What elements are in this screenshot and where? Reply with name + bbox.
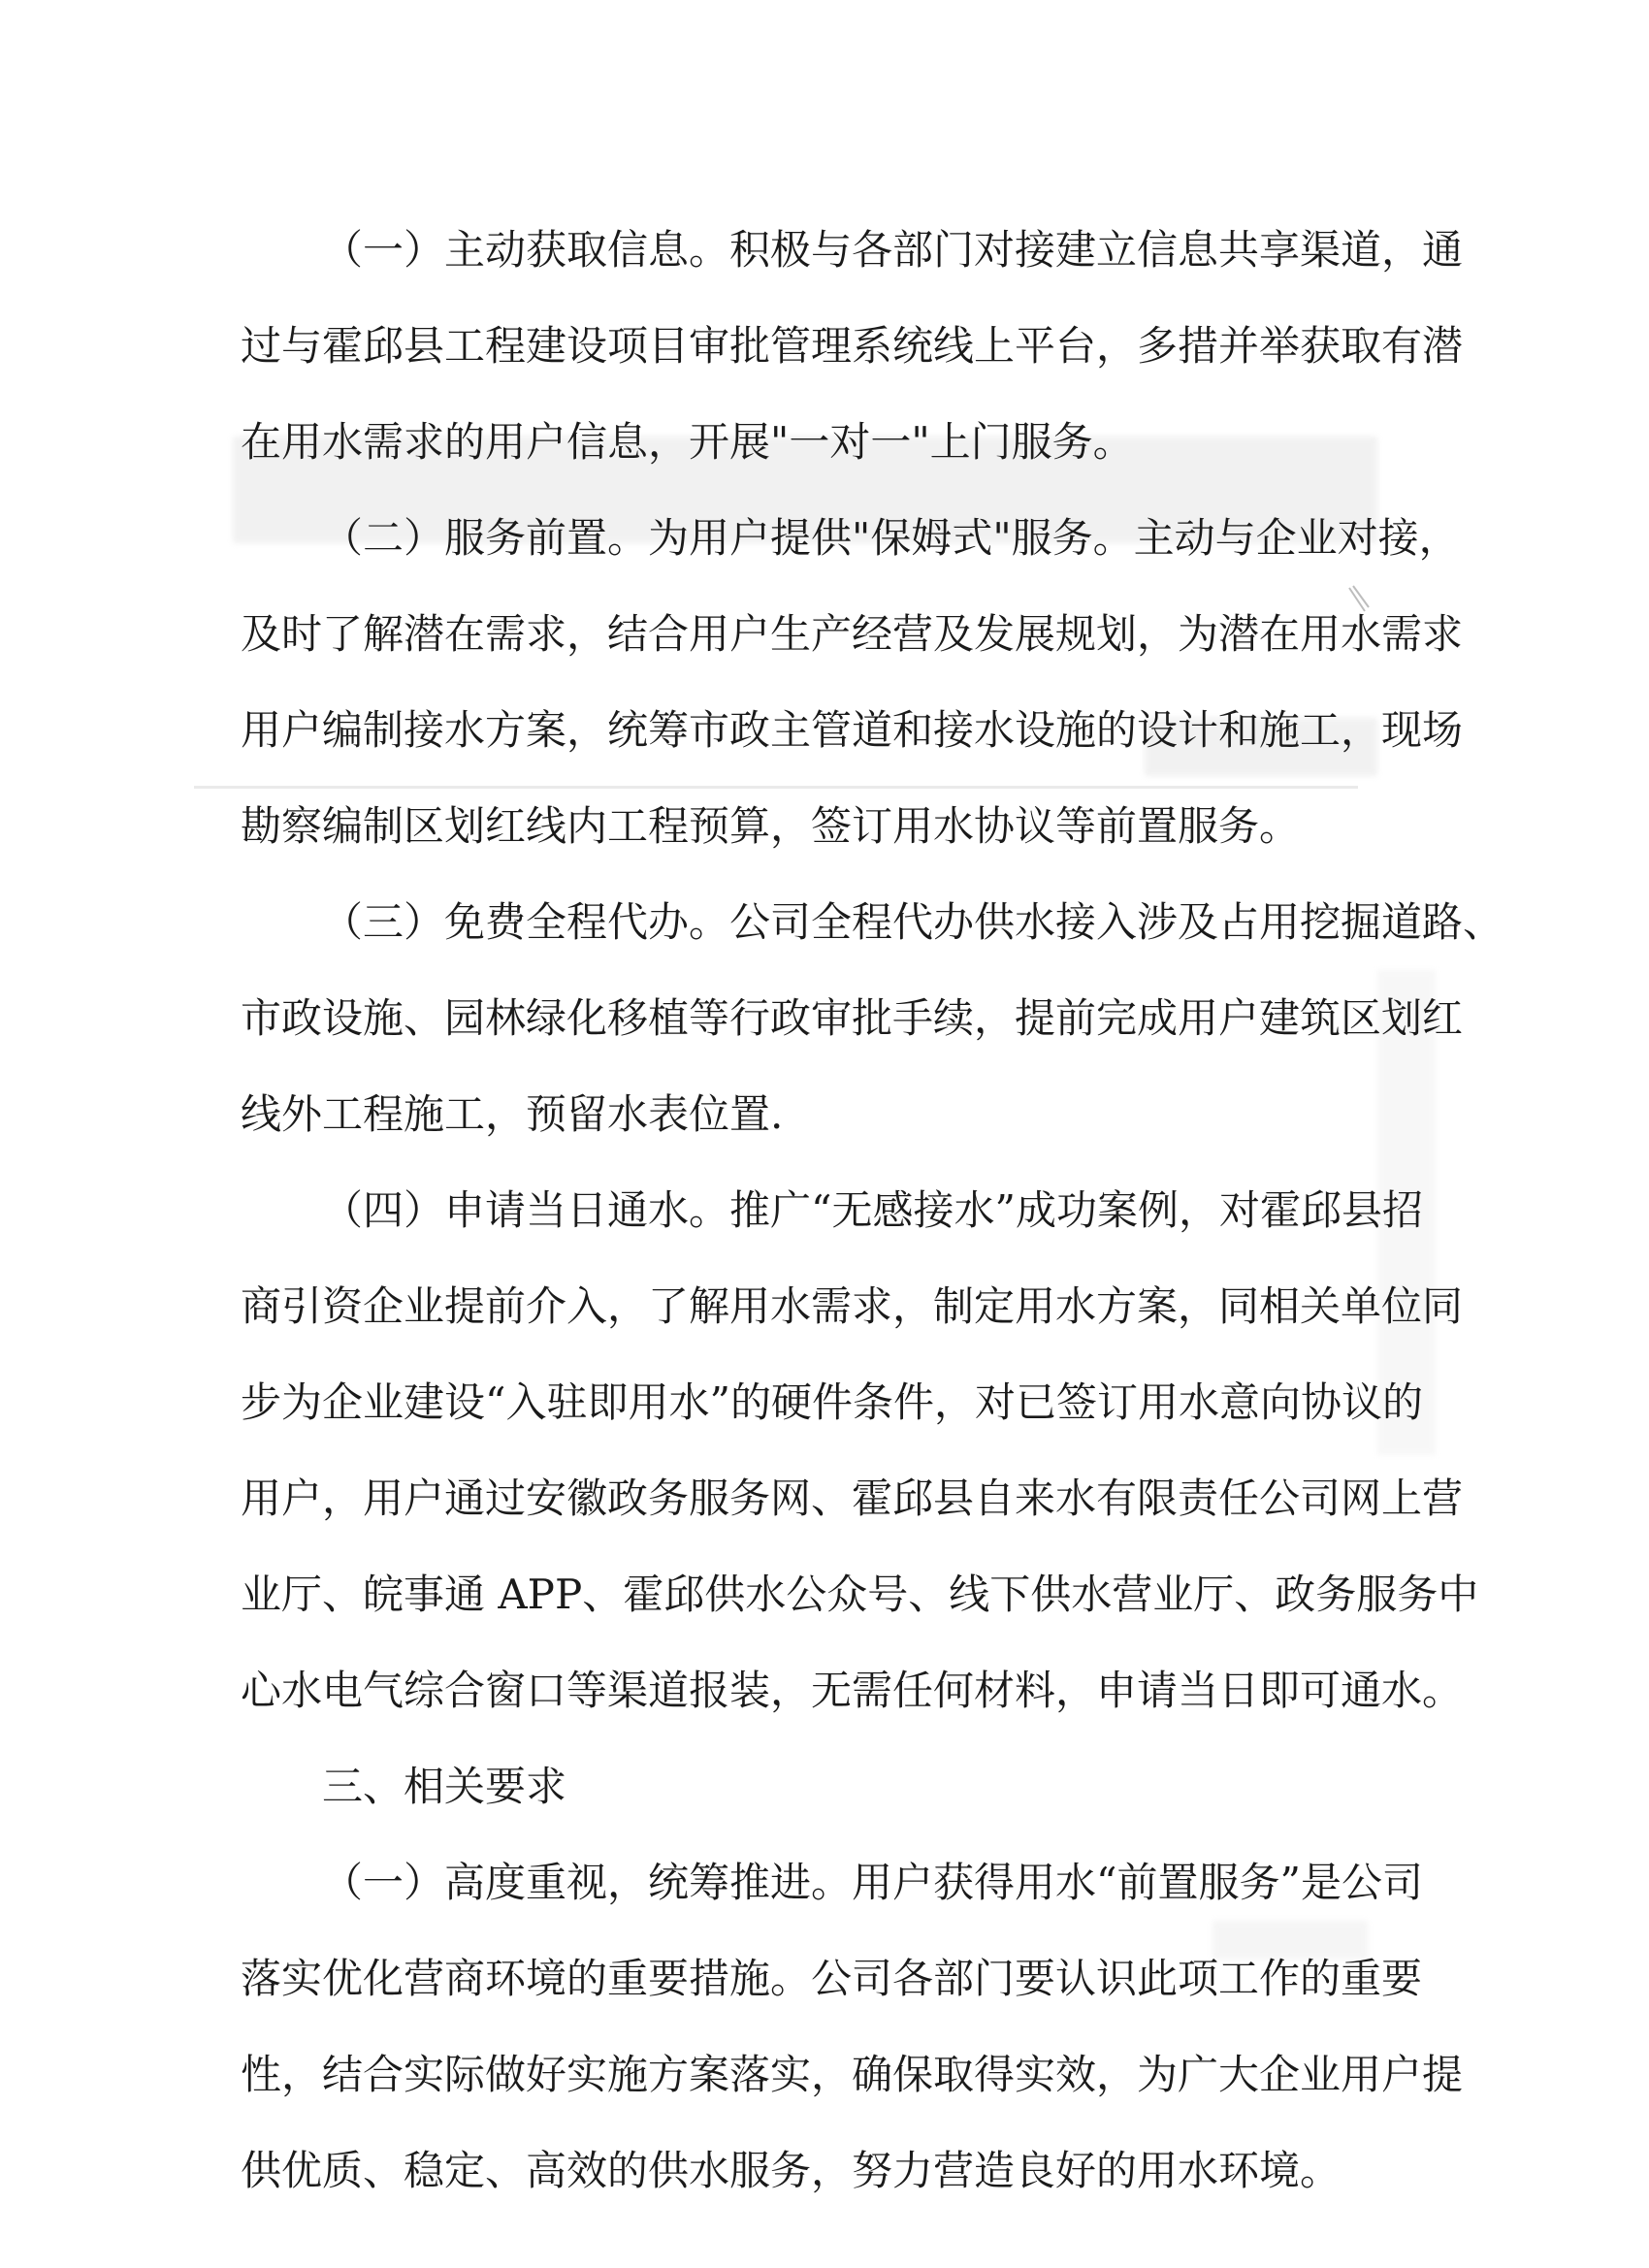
paragraph-line: 及时了解潜在需求，结合用户生产经营及发展规划，为潜在用水需求	[241, 610, 1464, 658]
document-body	[241, 202, 1504, 2219]
paragraph-line: 业厅、皖事通 APP、霍邱供水公众号、线下供水营业厅、政务服务中	[241, 1571, 1479, 1618]
paragraph-line: （二）服务前置。为用户提供"保姆式"服务。主动与企业对接，	[322, 514, 1460, 562]
paragraph-line: 步为企业建设“入驻即用水”的硬件条件，对已签订用水意向协议的	[241, 1378, 1423, 1426]
section-heading-requirements	[241, 1738, 1366, 1834]
section-heading: 三、相关要求	[322, 1763, 567, 1810]
paragraph-line: 用户编制接水方案，统筹市政主管道和接水设施的设计和施工，现场	[241, 706, 1464, 754]
section-free-agency	[241, 874, 1504, 1162]
paragraph-line: 落实优化营商环境的重要措施。公司各部门要认识此项工作的重要	[241, 1955, 1423, 2002]
paragraph-line: （四）申请当日通水。推广“无感接水”成功案例，对霍邱县招	[322, 1186, 1423, 1234]
section-service-front	[241, 490, 1464, 874]
paragraph-line: 商引资企业提前介入，了解用水需求，制定用水方案，同相关单位同	[241, 1282, 1464, 1330]
section-emphasis	[241, 1834, 1464, 2219]
paragraph-line: （一）高度重视，统筹推进。用户获得用水“前置服务”是公司	[322, 1859, 1423, 1906]
paragraph-line: 心水电气综合窗口等渠道报装，无需任何材料，申请当日即可通水。	[241, 1667, 1464, 1714]
paragraph-line: 用户，用户通过安徽政务服务网、霍邱县自来水有限责任公司网上营	[241, 1474, 1464, 1522]
paragraph-line: 过与霍邱县工程建设项目审批管理系统线上平台，多措并举获取有潜	[241, 322, 1464, 370]
paragraph-line: 市政设施、园林绿化移植等行政审批手续，提前完成用户建筑区划红	[241, 994, 1464, 1042]
paragraph-line: 勘察编制区划红线内工程预算，签订用水协议等前置服务。	[241, 802, 1301, 850]
paragraph-line: 线外工程施工，预留水表位置.	[241, 1090, 784, 1138]
paragraph-line: （三）免费全程代办。公司全程代办供水接入涉及占用挖掘道路、	[322, 898, 1504, 946]
section-active-info	[241, 202, 1464, 490]
paragraph-line: （一）主动获取信息。积极与各部门对接建立信息共享渠道，通	[322, 226, 1464, 274]
paragraph-line: 供优质、稳定、高效的供水服务，努力营造良好的用水环境。	[241, 2147, 1342, 2194]
paragraph-line: 在用水需求的用户信息，开展"一对一"上门服务。	[241, 418, 1134, 466]
section-same-day-water	[241, 1162, 1479, 1738]
paragraph-line: 性，结合实际做好实施方案落实，确保取得实效，为广大企业用户提	[241, 2051, 1464, 2098]
